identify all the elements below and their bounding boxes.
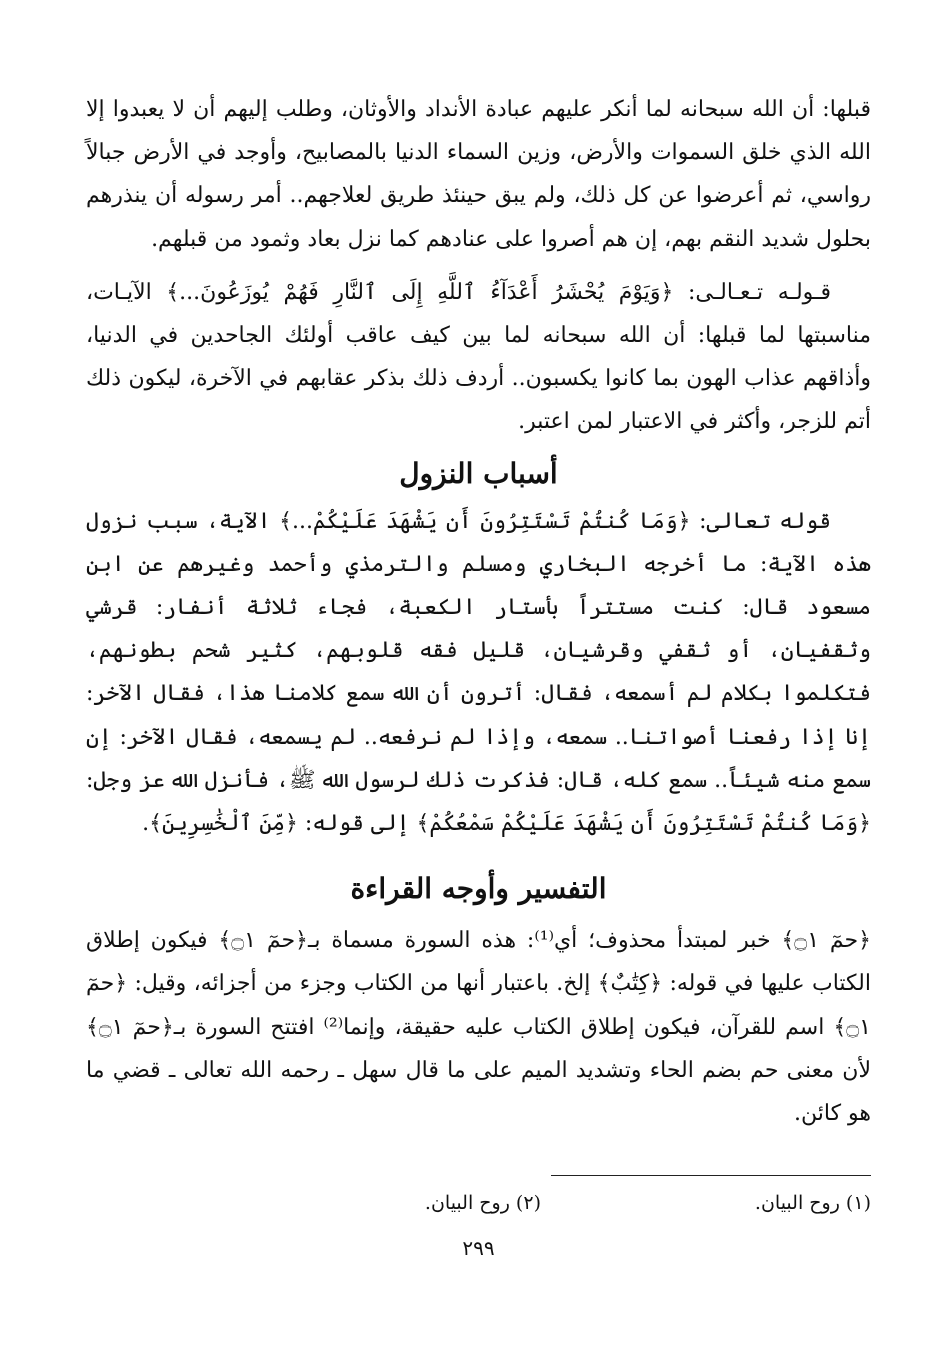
paragraph-asbab: قوله تعالى: ﴿وَمَا كُنتُمْ تَسْتَتِرُونَ أَن يَشْهَدَ عَلَيْكُمْ...﴾ الآية، سبب نزول هذه الآية: ما أخرجه البخاري ومسلم والترمذي وأحمد وغيرهم عن ابن مسعود قال: كنت مستتراً بأستار الكعبة، فجاء ثلاثة أنفار: قرشي وثقفيان، أو ثقفي وقرشيان، قليل فقه قلوبهم، كثير شحم بطونهم، فتكلموا بكلام لم أسمعه، فقال: أترون أن الله سمع كلامنا هذا، فقال الآخر: إنا إذا رفعنا أصواتنا.. سمعه، وإذا لم نرفعه.. لم يسمعه، فقال الآخر: إن سمع منه شيئاً.. سمع كله، قال: فذكرت ذلك لرسول الله ﷺ، فأنزل الله عز وجل: ﴿وَمَا كُنتُمْ تَسْتَتِرُونَ أَن يَشْهَدَ عَلَيْكُمْ سَمْعُكُمْ﴾ إلى قوله: ﴿مِّنَ ٱلْخَٰسِرِينَ﴾.	[86, 508, 871, 837]
paragraph-context: قبلها: أن الله سبحانه لما أنكر عليهم عبادة الأنداد والأوثان، وطلب إليهم أن لا يعبدوا إلا الله الذي خلق السموات والأرض، وزين السماء الدنيا بالمصابيح، وأوجد في الأرض جبالاً رواسي، ثم أعرضوا عن كل ذلك، ولم يبق حينئذ طريق لعلاجهم.. أمر رسوله أن ينذرهم بحلول شديد النقم بهم، إن هم أصروا على عنادهم كما نزل بعاد وثمود من قبلهم.	[86, 97, 871, 252]
footnote-1: (١) روح البيان.	[754, 1192, 871, 1215]
heading-tafsir: التفسير وأوجه القراءة	[350, 872, 607, 906]
footnotes	[86, 1192, 871, 1214]
paragraph-tafsir: ﴿حمٓ ۝١﴾ خبر لمبتدأ محذوف؛ أي⁽¹⁾: هذه السورة مسماة بـ﴿حمٓ ۝١﴾ فيكون إطلاق الكتاب عليها في قوله: ﴿كِتَٰبٌ﴾ إلخ. باعتبار أنها من الكتاب وجزء من أجزائه، وقيل: ﴿حمٓ ۝١﴾ اسم للقرآن، فيكون إطلاق الكتاب عليه حقيقة، وإنما⁽²⁾ افتتح السورة بـ﴿حمٓ ۝١﴾ لأن معنى حم بضم الحاء وتشديد الميم على ما قال سهل ـ رحمه الله تعالى ـ قضي ما هو كائن.	[86, 928, 871, 1127]
footnote-divider	[551, 1175, 871, 1176]
paragraph-munasaba: قـولـه تـعـالـى: ﴿وَيَوْمَ يُحْشَرُ أَعْدَآءُ ٱللَّهِ إِلَى ٱلنَّارِ فَهُمْ يُوزَعُونَ...﴾ الآيـات، مناسبتها لما قبلها: أن الله سبحانه لما بين كيف عاقب أولئك الجاحدين في الدنيا، وأذاقهم عذاب الهون بما كانوا يكسبون.. أردف ذلك بذكر عقابهم في الآخرة، ليكون ذلك أتم للزجر، وأكثر في الاعتبار لمن اعتبر.	[86, 279, 871, 435]
footnote-2: (٢) روح البيان.	[424, 1192, 541, 1215]
page-number: ٢٩٩	[462, 1236, 495, 1261]
heading-asbab-al-nuzul: أسباب النزول	[399, 456, 558, 490]
